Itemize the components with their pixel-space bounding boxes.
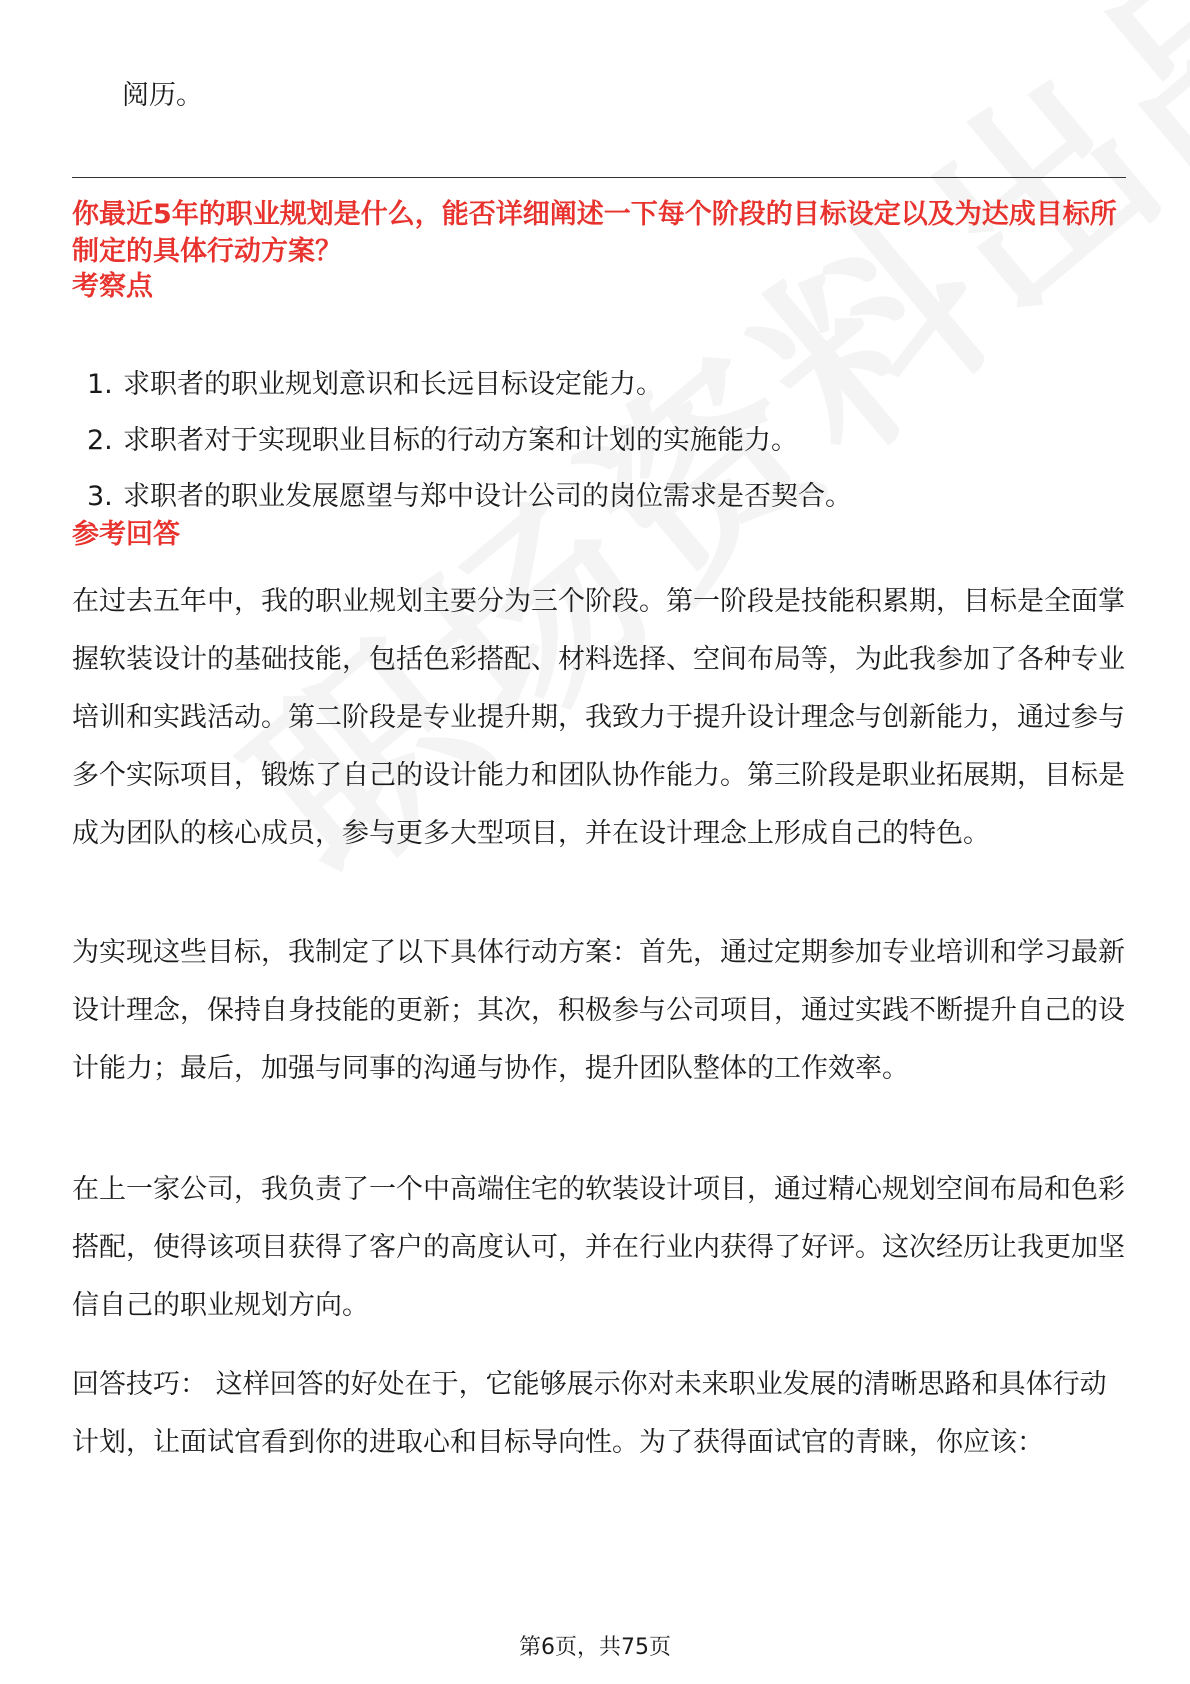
previous-text-fragment: 阅历。: [122, 80, 203, 111]
page-number-footer: 第6页，共75页: [519, 1635, 671, 1660]
answer-heading: 参考回答: [72, 519, 180, 550]
answer-paragraph: 在上一家公司，我负责了一个中高端住宅的软装设计项目，通过精心规划空间布局和色彩搭配，使得该项目获得了客户的高度认可，并在行业内获得了好评。这次经历让我更加坚信自己的职业规划方向。: [72, 1174, 1125, 1321]
list-item-text: 求职者对于实现职业目标的行动方案和计划的实施能力。: [123, 425, 798, 456]
list-item-number: 3.: [87, 481, 113, 512]
answer-paragraph: 在过去五年中，我的职业规划主要分为三个阶段。第一阶段是技能积累期，目标是全面掌握软装设计的基础技能，包括色彩搭配、材料选择、空间布局等，为此我参加了各种专业培训和实践活动。第二阶段是专业提升期，我致力于提升设计理念与创新能力，通过参与多个实际项目，锻炼了自己的设计能力和团队协作能力。第三阶段是职业拓展期，目标是成为团队的核心成员，参与更多大型项目，并在设计理念上形成自己的特色。: [72, 586, 1125, 849]
assessment-list: [72, 365, 1132, 533]
list-item: [72, 477, 1132, 517]
list-item-number: 1.: [87, 369, 113, 400]
assessment-heading: 考察点: [72, 271, 153, 302]
list-item: [72, 421, 1132, 461]
section-divider: [72, 177, 1126, 178]
question-title: 你最近5年的职业规划是什么，能否详细阐述一下每个阶段的目标设定以及为达成目标所制定的具体行动方案？: [72, 199, 1117, 267]
list-item-text: 求职者的职业发展愿望与郑中设计公司的岗位需求是否契合。: [123, 481, 852, 512]
list-item-number: 2.: [87, 425, 113, 456]
list-item: [72, 365, 1132, 405]
answer-tips-paragraph: 回答技巧： 这样回答的好处在于，它能够展示你对未来职业发展的清晰思路和具体行动计划，让面试官看到你的进取心和目标导向性。为了获得面试官的青睐，你应该：: [72, 1369, 1107, 1458]
list-item-text: 求职者的职业规划意识和长远目标设定能力。: [123, 369, 663, 400]
answer-paragraph: 为实现这些目标，我制定了以下具体行动方案：首先，通过定期参加专业培训和学习最新设计理念，保持自身技能的更新；其次，积极参与公司项目，通过实践不断提升自己的设计能力；最后，加强与同事的沟通与协作，提升团队整体的工作效率。: [72, 937, 1125, 1084]
